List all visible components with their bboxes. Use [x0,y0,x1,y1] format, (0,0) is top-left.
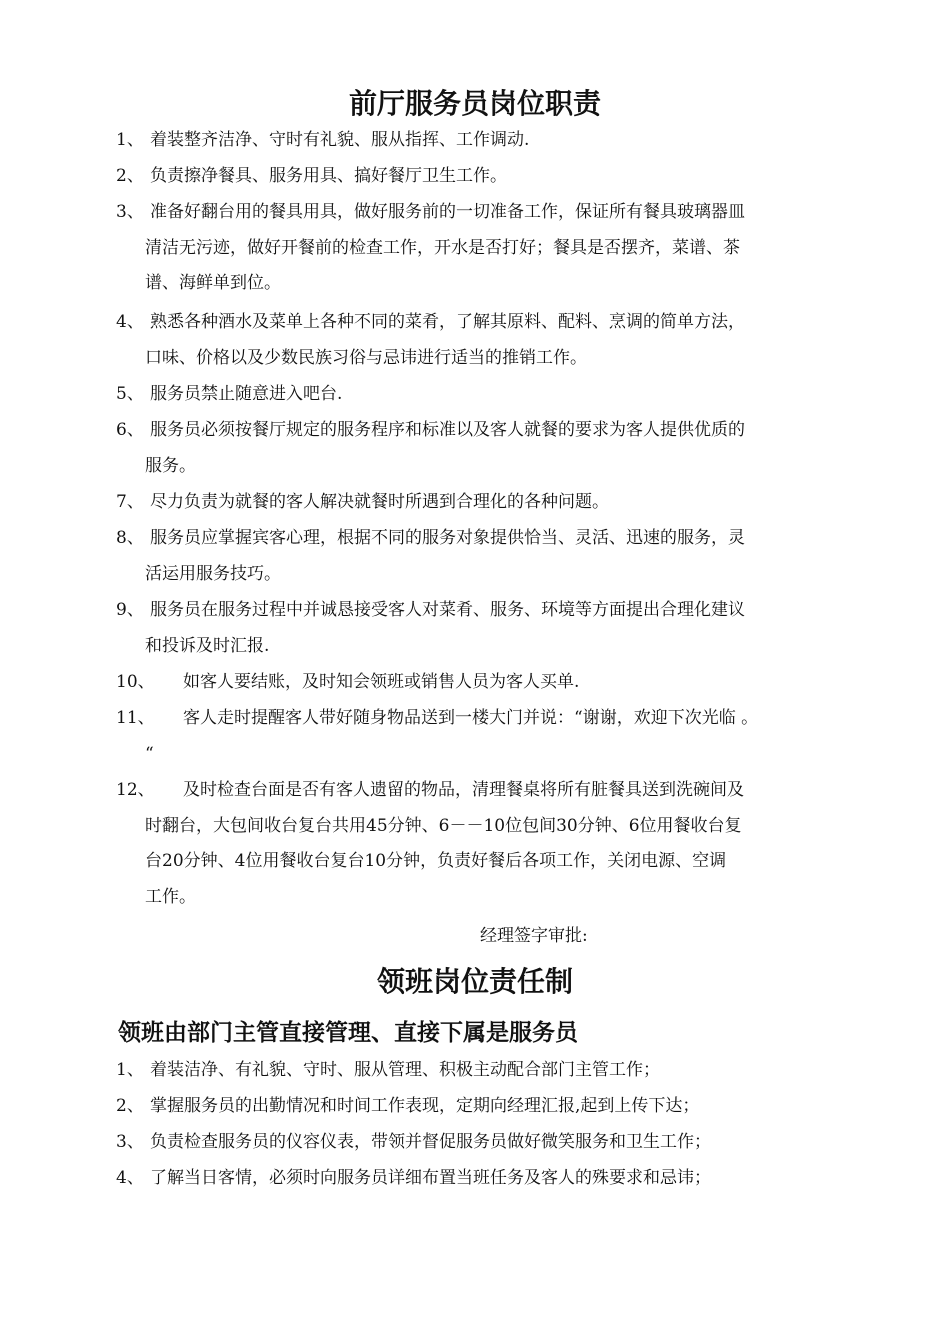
item-text: 掌握服务员的出勤情况和时间工作表现，定期向经理汇报,起到上传下达； [150,1096,700,1116]
section2-title: 领班岗位责任制 [376,965,573,998]
item-text: 工作。 [145,886,196,907]
item-text: 和投诉及时汇报. [145,635,270,656]
item-text: 熟悉各种酒水及菜单上各种不同的菜肴，了解其原料、配料、烹调的简单方法， [150,312,745,332]
item-text: 着装洁净、有礼貌、守时、服从管理、积极主动配合部门主管工作； [150,1060,660,1080]
duty-item-10 [116,665,826,701]
item-text: 服务员禁止随意进入吧台. [150,384,343,404]
item-text: 准备好翻台用的餐具用具，做好服务前的一切准备工作，保证所有餐具玻璃器皿 [150,202,745,222]
item-text: 时翻台，大包间收台复台共用45分钟、6－－10位包间30分钟、6位用餐收台复 [145,815,742,836]
duty-item-2 [116,159,826,195]
item-text: 活运用服务技巧。 [145,563,281,584]
duty-item-1 [116,123,826,159]
duty-item-4 [116,305,826,376]
item-text: 服务员在服务过程中并诚恳接受客人对菜肴、服务、环境等方面提出合理化建议 [150,600,745,620]
item-text: 尽力负责为就餐的客人解决就餐时所遇到合理化的各种问题。 [150,492,609,512]
item-text: 及时检查台面是否有客人遗留的物品，清理餐桌将所有脏餐具送到洗碗间及 [183,780,744,800]
item-number: 9、 [116,600,144,620]
manager-signature-label: 经理签字审批: [480,926,588,946]
item-text: 清洁无污迹，做好开餐前的检查工作，开水是否打好；餐具是否摆齐，菜谱、茶 [145,237,740,258]
item-number: 7、 [116,492,144,512]
item-text: 口味、价格以及少数民族习俗与忌讳进行适当的推销工作。 [145,347,587,368]
duty-item-3 [116,195,826,302]
leader-item-4 [116,1161,826,1197]
item-text: 服务员必须按餐厅规定的服务程序和标准以及客人就餐的要求为客人提供优质的 [150,420,745,440]
item-text: 负责擦净餐具、服务用具、搞好餐厅卫生工作。 [150,166,507,186]
item-number: 5、 [116,384,144,404]
item-number: 4、 [116,1168,144,1188]
item-text: 如客人要结账，及时知会领班或销售人员为客人买单. [183,672,580,692]
item-number: 11、 [116,708,155,728]
section2-subtitle: 领班由部门主管直接管理、直接下属是服务员 [118,1019,578,1046]
item-text: 着装整齐洁净、守时有礼貌、服从指挥、工作调动. [150,130,530,150]
section1-title: 前厅服务员岗位职责 [348,87,601,120]
item-number: 3、 [116,1132,144,1152]
item-text: “ [145,743,154,764]
item-number: 1、 [116,130,144,150]
duty-item-6 [116,413,826,484]
item-number: 2、 [116,1096,144,1116]
duty-item-7 [116,485,826,521]
item-text: 台20分钟、4位用餐收台复台10分钟，负责好餐后各项工作，关闭电源、空调 [145,851,727,871]
item-number: 10、 [116,672,155,692]
duty-item-5 [116,377,826,413]
item-number: 4、 [116,312,144,332]
item-text: 负责检查服务员的仪容仪表，带领并督促服务员做好微笑服务和卫生工作； [150,1132,711,1152]
duty-item-8 [116,521,826,592]
item-text: 服务。 [145,455,196,476]
item-text: 服务员应掌握宾客心理，根据不同的服务对象提供恰当、灵活、迅速的服务，灵 [150,528,745,548]
item-number: 1、 [116,1060,144,1080]
duty-item-12 [116,773,826,915]
item-text: 谱、海鲜单到位。 [145,273,281,293]
item-number: 2、 [116,166,144,186]
duty-item-9 [116,593,826,664]
leader-item-3 [116,1125,826,1161]
item-number: 12、 [116,780,155,800]
item-number: 6、 [116,420,144,440]
item-text: 了解当日客情，必须时向服务员详细布置当班任务及客人的殊要求和忌讳； [150,1168,711,1188]
leader-item-2 [116,1089,826,1125]
item-number: 3、 [116,202,144,222]
item-number: 8、 [116,528,144,548]
leader-item-1 [116,1053,826,1089]
duty-item-11 [116,701,826,772]
item-text: 客人走时提醒客人带好随身物品送到一楼大门并说：“谢谢，欢迎下次光临 。 [183,708,759,728]
